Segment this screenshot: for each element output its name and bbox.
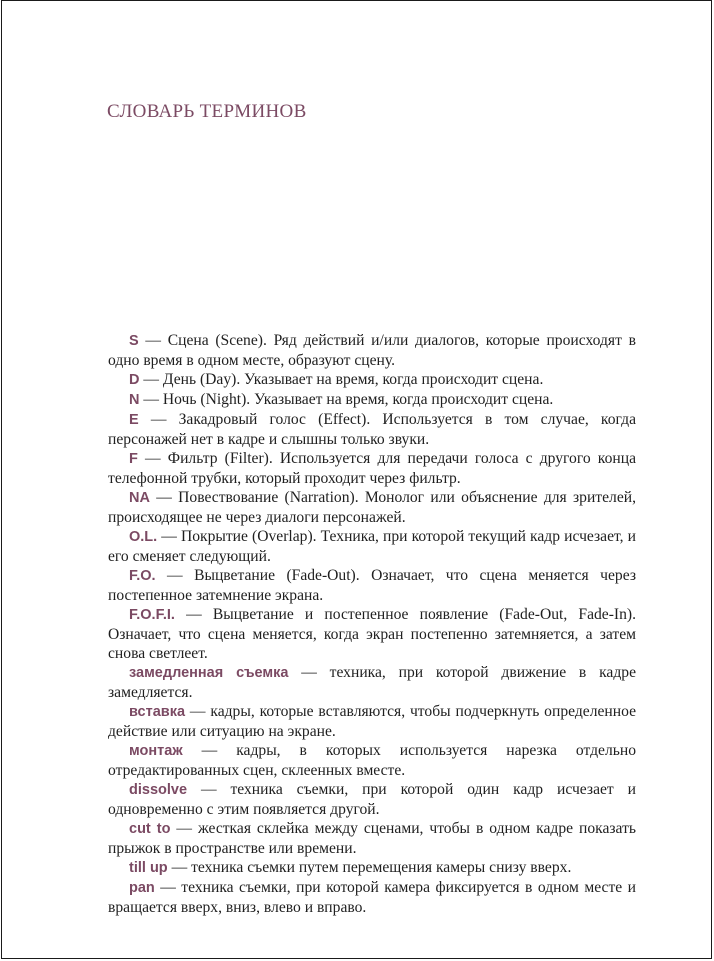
glossary-definition: — Выцветание и постепенное появление (Fade-Out, Fade-In). Означает, что сцена меняется, когда экран постепенно затемняется, а затем снова светлеет.: [108, 606, 636, 662]
glossary-definition: — техника съемки путем перемещения камеры снизу вверх.: [167, 859, 572, 876]
glossary-entry-n: [108, 390, 636, 410]
glossary-entry-pan: [108, 878, 636, 917]
glossary-term: D: [129, 372, 140, 388]
glossary-definition: — Сцена (Scene). Ряд действий и/или диалогов, которые происходят в одно время в одном месте, образуют сцену.: [108, 332, 636, 369]
glossary-definition: — жесткая склейка между сценами, чтобы в одном кадре показать прыжок в пространстве или времени.: [108, 820, 636, 857]
glossary-term: O.L.: [129, 529, 158, 545]
glossary-term: F.O.: [129, 568, 156, 584]
glossary-entry-na: [108, 488, 636, 527]
glossary-term: E: [129, 412, 139, 428]
glossary-entry-e: [108, 410, 636, 449]
glossary-entry-till-up: [108, 858, 636, 878]
glossary-definition: — техника, при которой движение в кадре замедляется.: [108, 664, 636, 701]
glossary-definition: — Ночь (Night). Указывает на время, когда происходит сцена.: [139, 391, 554, 408]
glossary-term: F.O.F.I.: [129, 607, 175, 623]
glossary-entry-slow-motion: [108, 663, 636, 702]
glossary-entry-dissolve: [108, 780, 636, 819]
glossary-term: замедленная съемка: [129, 665, 289, 681]
glossary-definition: — Покрытие (Overlap). Техника, при которой текущий кадр исчезает, и его сменяет следующий.: [108, 528, 636, 565]
glossary-term: till up: [129, 860, 168, 876]
glossary-term: NA: [129, 490, 150, 506]
glossary-list: [108, 331, 636, 917]
glossary-definition: — техника съемки, при которой один кадр исчезает и одновременно с этим появляется другой.: [108, 781, 636, 818]
glossary-entry-montage: [108, 741, 636, 780]
glossary-term: S: [129, 333, 139, 349]
glossary-definition: — Повествование (Narration). Монолог или объяснение для зрителей, происходящее не через диалоги персонажей.: [108, 489, 636, 526]
glossary-entry-fo: [108, 566, 636, 605]
glossary-term: pan: [129, 880, 155, 896]
glossary-term: F: [129, 451, 138, 467]
page-title: СЛОВАРЬ ТЕРМИНОВ: [107, 101, 307, 122]
glossary-entry-d: [108, 370, 636, 390]
glossary-entry-cut-to: [108, 819, 636, 858]
glossary-definition: — кадры, в которых используется нарезка отдельно отредактированных сцен, склеенных вместе.: [108, 742, 636, 779]
glossary-term: N: [129, 392, 140, 408]
glossary-entry-fofi: [108, 605, 636, 663]
glossary-entry-ol: [108, 527, 636, 566]
glossary-definition: — Закадровый голос (Effect). Используется в том случае, когда персонажей нет в кадре и слышны только звуки.: [108, 411, 636, 448]
glossary-definition: — День (Day). Указывает на время, когда происходит сцена.: [139, 371, 544, 388]
glossary-definition: — Фильтр (Filter). Используется для передачи голоса с другого конца телефонной трубки, который проходит через фильтр.: [108, 450, 636, 487]
glossary-term: dissolve: [129, 782, 188, 798]
glossary-term: вставка: [129, 704, 186, 720]
glossary-entry-f: [108, 449, 636, 488]
glossary-definition: — кадры, которые вставляются, чтобы подчеркнуть определенное действие или ситуацию на экране.: [108, 703, 636, 740]
glossary-term: cut to: [129, 821, 171, 837]
glossary-definition: — техника съемки, при которой камера фиксируется в одном месте и вращается вверх, вниз, влево и вправо.: [108, 879, 636, 916]
glossary-entry-s: [108, 331, 636, 370]
glossary-entry-insert: [108, 702, 636, 741]
glossary-term: монтаж: [129, 743, 183, 759]
glossary-definition: — Выцветание (Fade-Out). Означает, что сцена меняется через постепенное затемнение экрана.: [108, 567, 636, 604]
